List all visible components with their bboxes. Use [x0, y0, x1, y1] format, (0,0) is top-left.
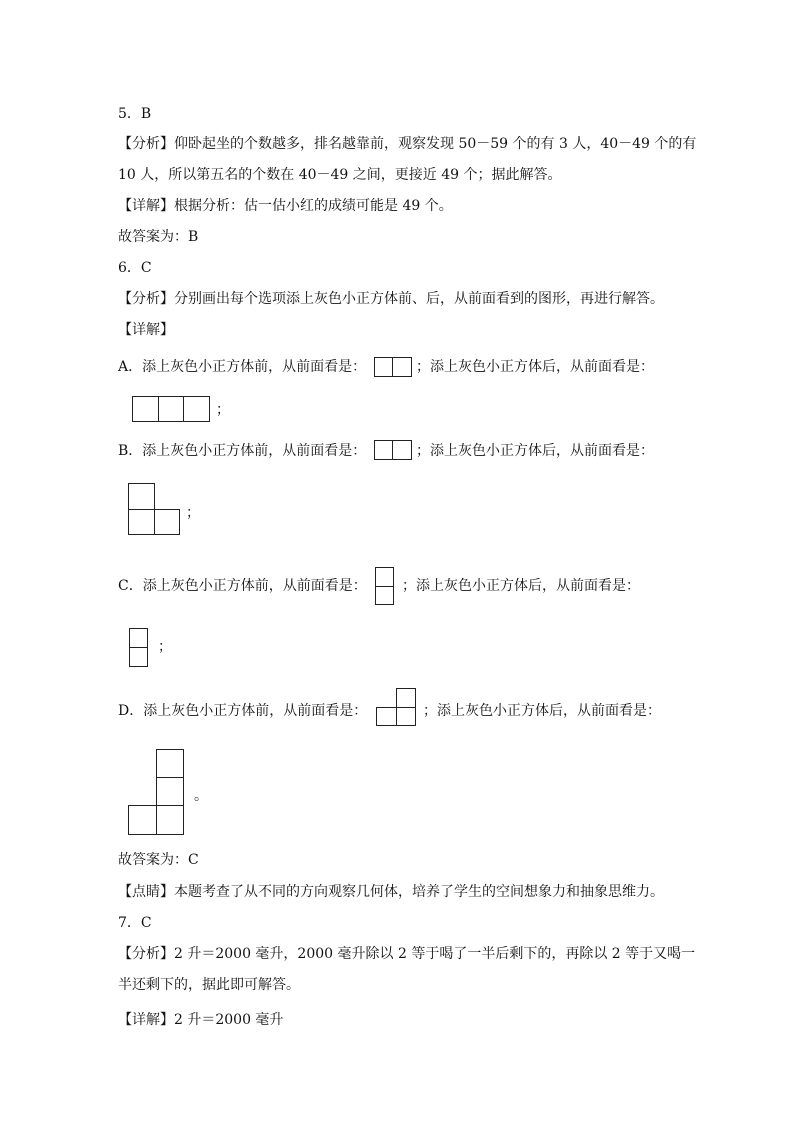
option-a-after-figure [132, 396, 210, 422]
option-a-line [118, 357, 366, 377]
cube-face [128, 509, 155, 536]
q5-analysis-line-1: 【分析】仰卧起坐的个数越多，排名越靠前，观察发现 50－59 个的有 3 人，40－49 个的有 [118, 136, 697, 152]
cube-face [128, 805, 157, 835]
q5-answer: 5．B [118, 106, 152, 122]
cube-face [396, 707, 416, 727]
cube-face [156, 777, 184, 806]
cube-face [374, 357, 394, 377]
option-a-before-text: A．添上灰色小正方体前，从前面看是： [118, 359, 367, 375]
q6-answer: 6．C [118, 260, 152, 276]
cube-face [156, 749, 184, 778]
cube-face [129, 647, 148, 668]
q7-answer: 7．C [118, 915, 152, 931]
option-b-end-punct: ； [186, 505, 200, 521]
cube-face [376, 707, 398, 727]
cube-face [392, 357, 412, 377]
cube-face [132, 396, 159, 422]
q7-analysis-line-2: 半还剩下的，据此即可解答。 [118, 977, 300, 993]
q5-analysis-line-2: 10 人，所以第五名的个数在 40－49 之间，更接近 49 个；据此解答。 [118, 167, 562, 183]
option-a-before-figure [374, 357, 412, 377]
option-b-line [118, 441, 366, 461]
cube-face [129, 628, 148, 648]
option-a-end-punct: ； [216, 402, 230, 418]
q6-comment: 【点睛】本题考查了从不同的方向观察几何体，培养了学生的空间想象力和抽象思维力。 [118, 884, 664, 900]
option-d-line [118, 701, 367, 721]
option-b-before-figure [374, 440, 412, 460]
option-a-after-text: ；添上灰色小正方体后，从前面看是： [416, 359, 654, 375]
q5-detail: 【详解】根据分析：估一估小红的成绩可能是 49 个。 [118, 198, 453, 214]
option-d-end-punct: 。 [194, 788, 208, 804]
cube-face [375, 586, 394, 606]
option-c-after-text: ；添上灰色小正方体后，从前面看是： [402, 578, 640, 594]
cube-face [156, 805, 184, 835]
q6-analysis: 【分析】分别画出每个选项添上灰色小正方体前、后，从前面看到的图形，再进行解答。 [118, 291, 664, 307]
cube-face [392, 440, 412, 460]
cube-face [128, 483, 155, 510]
q5-conclusion: 故答案为：B [118, 229, 199, 245]
q6-detail-heading: 【详解】 [118, 322, 174, 338]
option-b-after-text: ；添上灰色小正方体后，从前面看是： [416, 443, 654, 459]
cube-face [396, 688, 416, 708]
option-d-after-text: ；添上灰色小正方体后，从前面看是： [423, 703, 661, 719]
cube-face [183, 396, 210, 422]
option-c-before-figure [375, 567, 394, 605]
cube-face [154, 509, 181, 536]
option-d-after-figure [128, 749, 184, 835]
cube-face [374, 440, 394, 460]
cube-face [158, 396, 185, 422]
option-b-before-text: B．添上灰色小正方体前，从前面看是： [118, 443, 367, 459]
option-d-before-figure [376, 688, 416, 726]
option-c-after-figure [129, 628, 148, 667]
option-b-after-figure [128, 483, 180, 535]
q7-analysis-line-1: 【分析】2 升＝2000 毫升，2000 毫升除以 2 等于喝了一半后剩下的，再除以 2 等于又喝一 [118, 946, 696, 962]
q7-detail: 【详解】2 升＝2000 毫升 [118, 1012, 284, 1028]
option-c-line [118, 576, 367, 596]
option-c-before-text: C．添上灰色小正方体前，从前面看是： [118, 578, 367, 594]
q6-conclusion: 故答案为：C [118, 852, 199, 868]
option-c-end-punct: ； [158, 639, 172, 655]
cube-face [375, 567, 394, 587]
option-d-before-text: D．添上灰色小正方体前，从前面看是： [118, 703, 368, 719]
